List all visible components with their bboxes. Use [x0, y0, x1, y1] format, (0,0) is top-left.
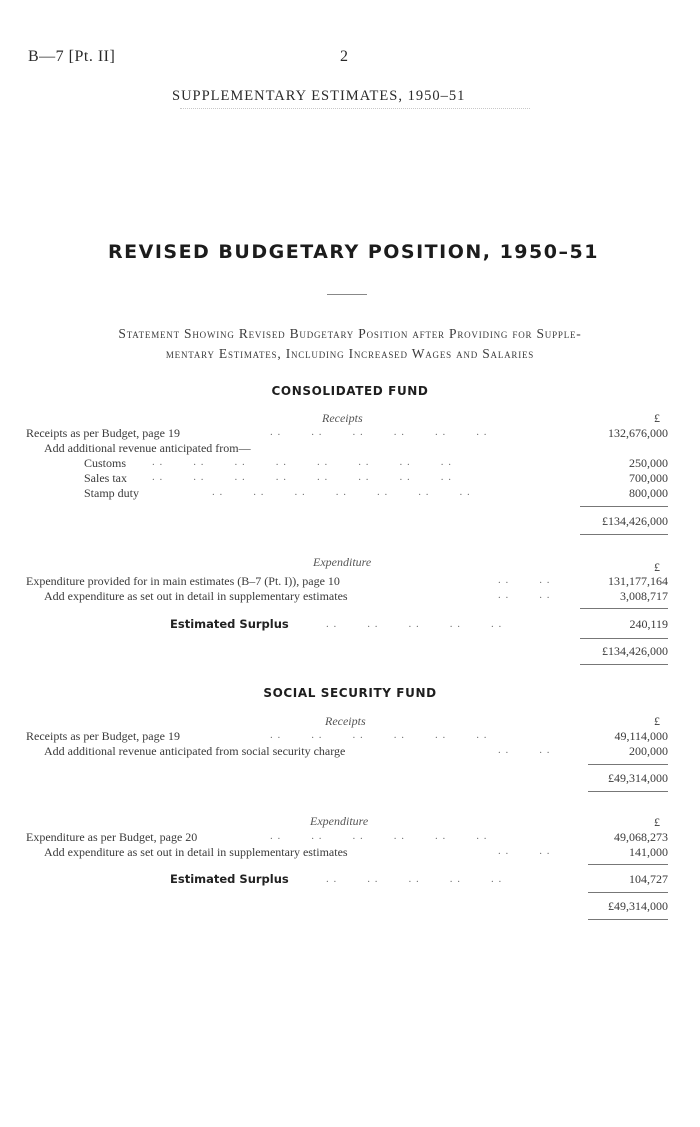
ssf-receipts-total: £49,314,000	[608, 771, 668, 785]
leader-dots: . . . .	[498, 744, 551, 756]
subtotal-rule	[588, 764, 668, 765]
total-rule	[588, 791, 668, 792]
ssf-receipts-label: Receipts	[325, 714, 366, 728]
leader-dots: . . . .	[498, 589, 551, 601]
cf-estimated-surplus-label: Estimated Surplus	[170, 617, 289, 631]
subtotal-rule	[580, 608, 668, 609]
leader-dots: . . . . . . . . . . . . . . . .	[152, 471, 452, 483]
ssf-expenditure-main-amount: 49,068,273	[614, 830, 668, 844]
cf-expenditure-main-amount: 131,177,164	[608, 574, 668, 588]
cf-expenditure-add-line: Add expenditure as set out in detail in supplementary estimates	[44, 589, 348, 603]
ssf-expenditure-add-amount: 141,000	[629, 845, 668, 859]
social-security-fund-heading: SOCIAL SECURITY FUND	[263, 686, 437, 700]
running-title: SUPPLEMENTARY ESTIMATES, 1950–51	[172, 88, 466, 104]
consolidated-fund-heading: CONSOLIDATED FUND	[271, 384, 429, 398]
total-rule	[588, 919, 668, 920]
cf-receipts-currency: £	[654, 411, 660, 425]
title-divider	[327, 294, 367, 295]
ssf-receipts-add-line: Add additional revenue anticipated from social security charge	[44, 744, 346, 758]
cf-receipts-item-amount: 800,000	[629, 486, 668, 500]
cf-expenditure-total: £134,426,000	[602, 644, 668, 658]
leader-dots: . . . . . . . . . . . .	[270, 830, 488, 842]
ssf-receipts-main-amount: 49,114,000	[614, 729, 668, 743]
ssf-receipts-currency: £	[654, 714, 660, 728]
cf-receipts-item-label: Stamp duty	[84, 486, 140, 500]
cf-expenditure-label: Expenditure	[313, 555, 372, 569]
page-number: 2	[340, 48, 348, 65]
total-rule	[580, 534, 668, 535]
cf-receipts-main-amount: 132,676,000	[608, 426, 668, 440]
statement-heading-line-2: mentary Estimates, Including Increased Wages and Salaries	[165, 346, 535, 361]
ssf-receipts-add-amount: 200,000	[629, 744, 668, 758]
leader-dots: . . . . . . . . . . . . . .	[212, 486, 471, 498]
cf-receipts-main-line: Receipts as per Budget, page 19	[26, 426, 180, 440]
cf-receipts-total: £134,426,000	[602, 514, 668, 528]
subtotal-rule	[580, 638, 668, 639]
leader-dots: . . . . . . . . . . . . . . . .	[152, 456, 452, 468]
cf-receipts-item-amount: 250,000	[629, 456, 668, 470]
document-reference: B—7 [Pt. II]	[28, 48, 116, 65]
cf-expenditure-add-amount: 3,008,717	[620, 589, 668, 603]
cf-estimated-surplus-amount: 240,119	[629, 617, 668, 631]
ssf-estimated-surplus-amount: 104,727	[629, 872, 668, 886]
ssf-expenditure-total: £49,314,000	[608, 899, 668, 913]
subtotal-rule	[588, 892, 668, 893]
ssf-estimated-surplus-label: Estimated Surplus	[170, 872, 289, 886]
leader-dots: . . . .	[498, 574, 551, 586]
cf-receipts-item-amount: 700,000	[629, 471, 668, 485]
cf-expenditure-main-line: Expenditure provided for in main estimates (B–7 (Pt. I)), page 10	[26, 574, 340, 588]
leader-dots: . . . .	[498, 845, 551, 857]
leader-dots: . . . . . . . . . .	[326, 618, 503, 630]
ssf-expenditure-currency: £	[654, 815, 660, 829]
ssf-receipts-main-line: Receipts as per Budget, page 19	[26, 729, 180, 743]
ssf-expenditure-label: Expenditure	[310, 814, 369, 828]
page-title: REVISED BUDGETARY POSITION, 1950–51	[108, 241, 599, 263]
statement-heading-line-1: Statement Showing Revised Budgetary Position after Providing for Supple-	[118, 326, 582, 341]
cf-receipts-item-label: Sales tax	[84, 471, 127, 485]
leader-dots: . . . . . . . . . . . .	[270, 426, 488, 438]
cf-receipts-item-label: Customs	[84, 456, 127, 470]
subtotal-rule	[580, 506, 668, 507]
cf-expenditure-currency: £	[654, 560, 660, 574]
total-rule	[580, 664, 668, 665]
subtotal-rule	[588, 864, 668, 865]
ssf-expenditure-add-line: Add expenditure as set out in detail in supplementary estimates	[44, 845, 348, 859]
leader-dots: . . . . . . . . . .	[326, 873, 503, 885]
cf-receipts-add-line: Add additional revenue anticipated from—	[44, 441, 251, 455]
cf-receipts-label: Receipts	[322, 411, 363, 425]
header-rule	[180, 108, 530, 109]
leader-dots: . . . . . . . . . . . .	[270, 729, 488, 741]
ssf-expenditure-main-line: Expenditure as per Budget, page 20	[26, 830, 198, 844]
